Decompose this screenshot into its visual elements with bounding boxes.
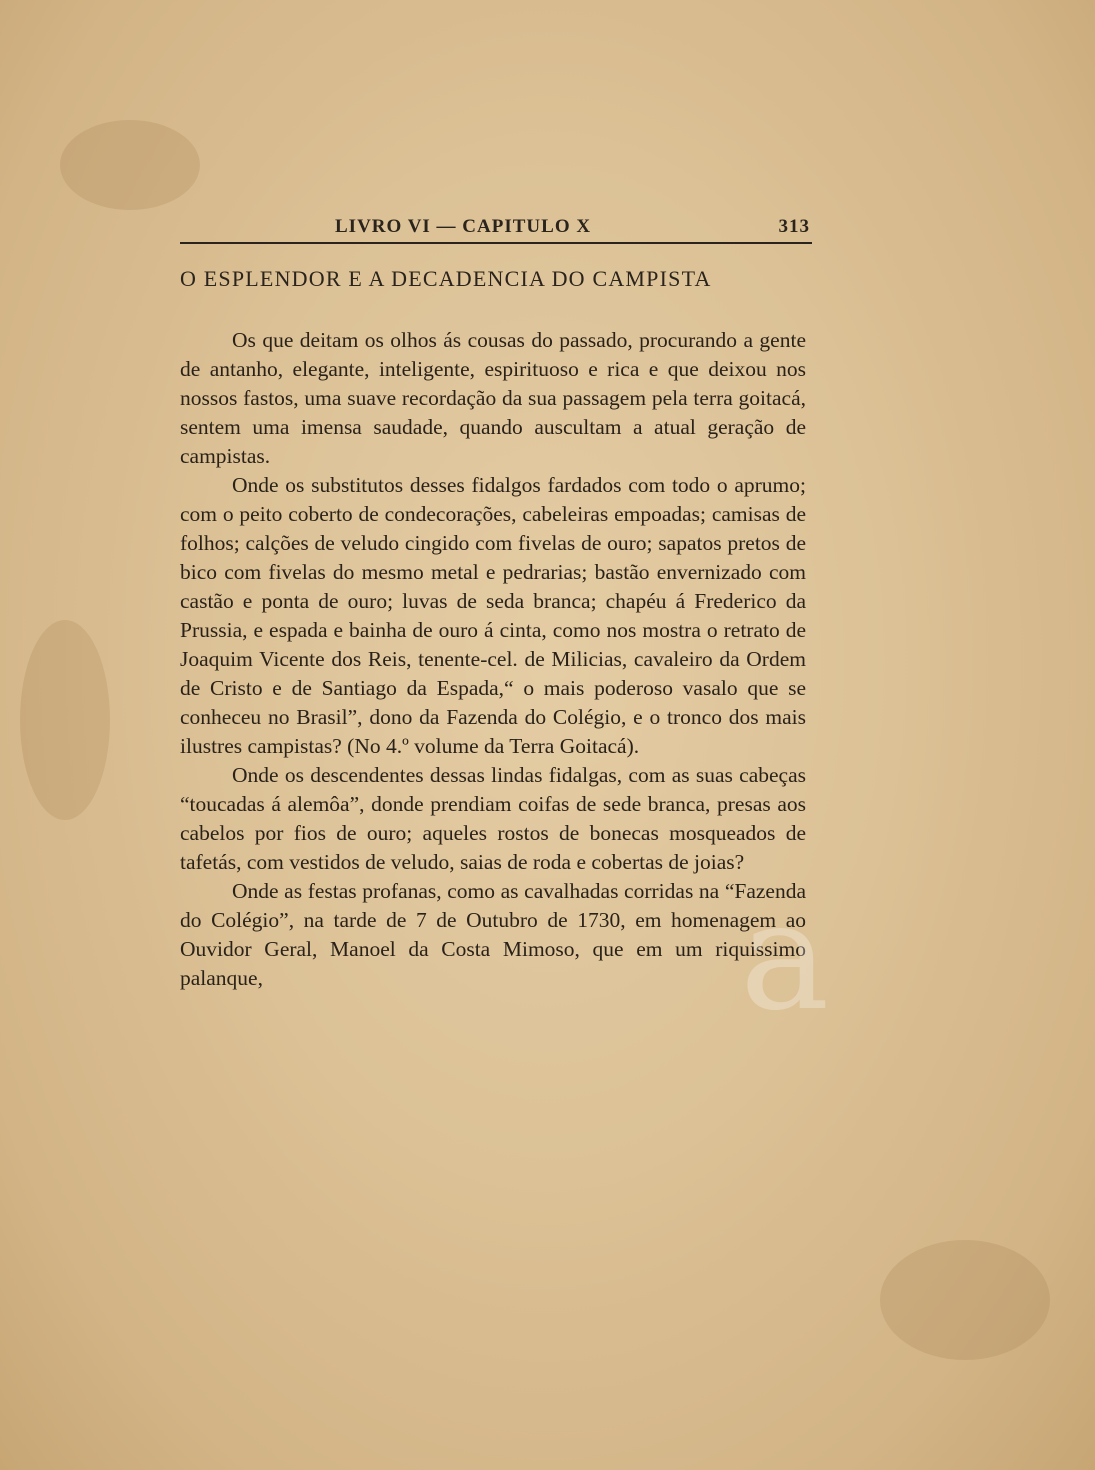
paragraph: Os que deitam os olhos ás cousas do passado, procurando a gente de antanho, elegante, inteligente, espirituoso e rica e que deixou nos nossos fastos, uma suave recordação da sua passagem pela terra goitacá, sentem uma imensa saudade, quando auscultam a atual geração de campistas.	[180, 328, 806, 468]
library-watermark: a	[740, 870, 830, 1044]
paper-stain	[60, 120, 200, 210]
page-number: 313	[778, 216, 810, 237]
paragraph: Onde os substitutos desses fidalgos fardados com todo o aprumo; com o peito coberto de condecorações, cabeleiras empoadas; camisas de folhos; calções de veludo cingido com fivelas de ouro; sapatos pretos de bico com fivelas do mesmo metal e pedrarias; bastão envernizado com castão e ponta de ouro; luvas de seda branca; chapéu á Frederico da Prussia, e espada e bainha de ouro á cinta, como nos mostra o retrato de Joaquim Vicente dos Reis, tenente-cel. de Milicias, cavaleiro da Ordem de Cristo e de Santiago da Espada,“ o mais poderoso vasalo que se conheceu no Brasil”, dono da Fazenda do Colégio, e o tronco dos mais ilustres campistas? (No 4.º volume da Terra Goitacá).	[180, 473, 806, 758]
paragraph: Onde as festas profanas, como as cavalhadas corridas na “Fazenda do Colégio”, na tarde de 7 de Outubro de 1730, em homenagem ao Ouvidor Geral, Manoel da Costa Mimoso, que em um riquissimo palanque,	[180, 879, 806, 990]
paper-stain	[20, 620, 110, 820]
paragraph: Onde os descendentes dessas lindas fidalgas, com as suas cabeças “toucadas á alemôa”, donde prendiam coifas de sede branca, presas aos cabelos por fios de ouro; aqueles rostos de bonecas mosqueados de tafetás, com vestidos de veludo, saias de roda e cobertas de joias?	[180, 763, 806, 874]
paper-stain	[880, 1240, 1050, 1360]
body-text	[180, 326, 806, 993]
chapter-title: O ESPLENDOR E A DECADENCIA DO CAMPISTA	[180, 266, 712, 291]
running-header	[180, 212, 812, 244]
running-title: LIVRO VI — CAPITULO X	[335, 216, 592, 237]
